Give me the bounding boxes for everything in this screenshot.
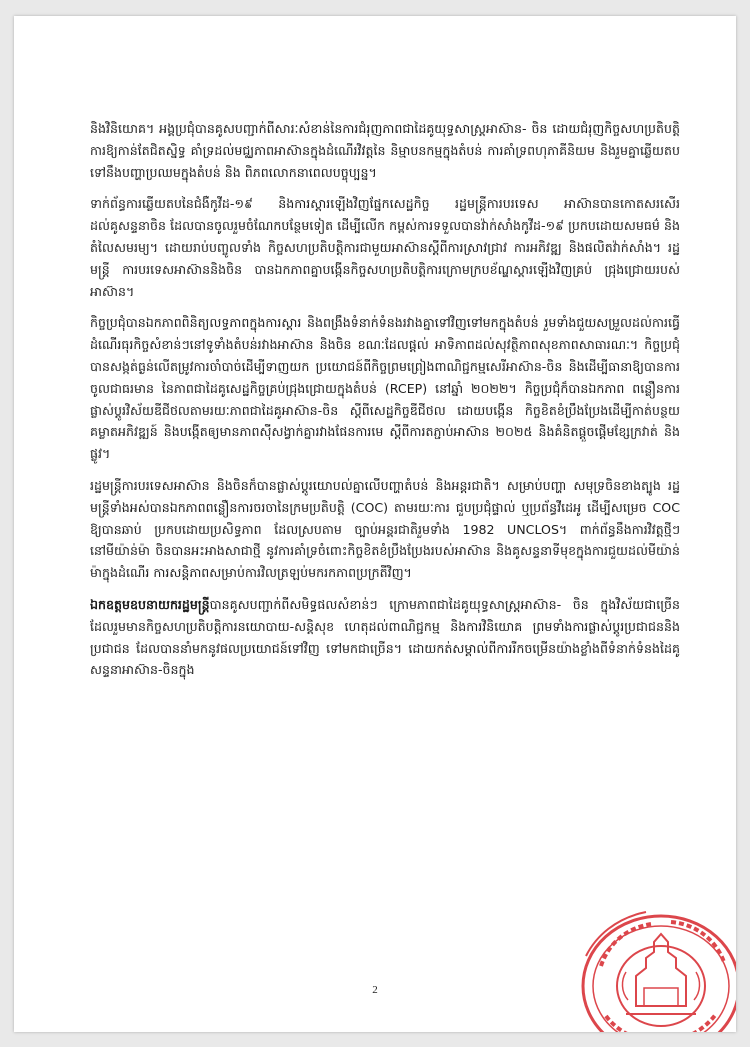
page-number: 2 <box>372 984 378 996</box>
document-body <box>90 118 680 691</box>
paragraph-1-text: និងវិនិយោគ។ អង្គប្រជុំបានគូសបញ្ជាក់ពីសារៈសំខាន់នៃការជំរុញភាពជាដៃគូយុទ្ធសាស្ត្រអាស៊ាន- ចិន ដោយជំរុញកិច្ចសហប្រតិបត្តិការឱ្យកាន់តែជិតស្និទ្ធ គាំទ្រដល់មជ្ឈភាពអាស៊ានក្នុងដំណើរវិវត្តនៃ និម្មាបនកម្មក្នុងតំបន់ ការគាំទ្រពហុភាគីនិយម និងរួមគ្នាឆ្លើយតបទៅនឹងបញ្ហាប្រឈមក្នុងតំបន់ និង ពិភពលោកនាពេលបច្ចុប្បន្ន។ <box>90 121 680 180</box>
paragraph-4-text: រដ្ឋមន្ត្រីការបរទេសអាស៊ាន និងចិនក៏បានផ្លាស់ប្តូរយោបល់គ្នាលើបញ្ហាតំបន់ និងអន្តរជាតិ។ សម្រាប់បញ្ហា សមុទ្រចិនខាងត្បូង រដ្ឋមន្ត្រីទាំងអស់បានឯកភាពពន្លឿនការចរចានៃក្រមប្រតិបត្តិ (COC) តាមរយៈការ ជួបប្រជុំផ្ទាល់ ឬប្រព័ន្ធវីដេអូ ដើម្បីសម្រេច COC ឱ្យបានឆាប់ ប្រកបដោយប្រសិទ្ធភាព ដែលស្របតាម ច្បាប់អន្តរជាតិរួមទាំង 1982 UNCLOS។ ពាក់ព័ន្ធនឹងការវិវត្តថ្មីៗនៅមីយ៉ាន់ម៉ា ចិនបានអះអាងសាជាថ្មី នូវការគាំទ្រចំពោះកិច្ចខិតខំប្រឹងប្រែងរបស់អាស៊ាន និងគូសន្ទនាទីមុខក្នុងការជួយដល់មីយ៉ាន់ម៉ាក្នុងដំណើរ ការសន្តិភាពសម្រាប់ការវិលត្រឡប់មករកភាពប្រក្រតីវិញ។ <box>90 477 680 581</box>
paragraph-5 <box>90 594 680 681</box>
paragraph-4 <box>90 475 680 584</box>
paragraph-2-text: ទាក់ព័ន្ធការឆ្លើយតបនៃជំងឺកូវីដ-១៩ និងការស្តារឡើងវិញផ្នែកសេដ្ឋកិច្ច រដ្ឋមន្ត្រីការបរទេស អាស៊ានបានកោតសរសើរដល់គូសន្ទនាចិន ដែលបានចូលរួមចំណែកបន្ថែមទៀត ដើម្បីលើក កម្ពស់ការទទួលបានវ៉ាក់សាំងកូវីដ-១៩ ប្រកបដោយសមធម៌ និងតំលៃសមរម្យ។ ដោយរាប់បញ្ចូលទាំង កិច្ចសហប្រតិបត្តិការជាមួយអាស៊ានស្តីពីការស្រាវជ្រាវ ការអភិវឌ្ឍ និងផលិតវ៉ាក់សាំង។ រដ្ឋមន្ត្រី ការបរទេសអាស៊ាននិងចិន បានឯកភាពគ្នាបង្កើនកិច្ចសហប្រតិបត្តិការក្រោមក្របខ័ណ្ឌស្តារឡើងវិញគ្រប់ ជ្រុងជ្រោយរបស់អាស៊ាន។ <box>90 196 680 299</box>
document-page <box>14 16 736 1032</box>
paragraph-1 <box>90 118 680 183</box>
paragraph-3-text: កិច្ចប្រជុំបានឯកភាពពិនិត្យលទ្ធភាពក្នុងការស្តារ និងពង្រឹងទំនាក់ទំនងរវាងគ្នាទៅវិញទៅមកក្នុងតំបន់ រួមទាំងជួយសម្រួលដល់ការធ្វើដំណើរធុរកិច្ចសំខាន់ៗនៅទូទាំងតំបន់រវាងអាស៊ាន និងចិន ខណៈដែលផ្តល់ អាទិភាពដល់សុវត្ថិភាពសុខភាពសាធារណៈ។ កិច្ចប្រជុំបានសង្កត់ធ្ងន់លើតម្រូវការចាំបាច់ដើម្បីទាញយក ប្រយោជន៍ពីកិច្ចព្រមព្រៀងពាណិជ្ជកម្មសេរីអាស៊ាន-ចិន និងដើម្បីធានាឱ្យបានការចូលជាធរមាន នៃភាពជាដៃគូសេដ្ឋកិច្ចគ្រប់ជ្រុងជ្រោយក្នុងតំបន់ (RCEP) នៅឆ្នាំ ២០២២។ កិច្ចប្រជុំក៏បានឯកភាព ពន្លឿនការផ្លាស់ប្តូរវិស័យឌីជីថលតាមរយៈភាពជាដៃគូអាស៊ាន-ចិន ស្តីពីសេដ្ឋកិច្ចឌីជីថល ដោយបង្កើន កិច្ចខិតខំប្រឹងប្រែងដើម្បីកាត់បន្ថយគម្លាតអភិវឌ្ឍន៍ និងបង្កើតឲ្យមានភាពស៊ីសង្វាក់គ្នារវាងផែនការមេ ស្តីពីការតភ្ជាប់អាស៊ាន ២០២៥ និងគំនិតផ្តួចផ្តើមខ្សែក្រវាត់ និងផ្លូវ។ <box>90 315 680 462</box>
paragraph-2 <box>90 193 680 302</box>
official-seal-icon <box>566 896 736 1032</box>
paragraph-3 <box>90 312 680 465</box>
paragraph-5-text: បានគូសបញ្ជាក់ពីសមិទ្ធផលសំខាន់ៗ ក្រោមភាពជាដៃគូយុទ្ធសាស្ត្រអាស៊ាន- ចិន ក្នុងវិស័យជាច្រើនដែលរួមមានកិច្ចសហប្រតិបត្តិការនយោបាយ-សន្តិសុខ ហេតុដល់ពាណិជ្ជកម្ម និងការវិនិយោគ ព្រមទាំងការផ្លាស់ប្តូរប្រជាជននិងប្រជាជន ដែលបាននាំមកនូវផលប្រយោជន៍ទៅវិញ ទៅមកជាច្រើន។ ដោយកត់សម្គាល់ពីការរីកចម្រើនយ៉ាងខ្លាំងពីទំនាក់ទំនងដៃគូសន្ទនាអាស៊ាន-ចិនក្នុង <box>90 596 680 678</box>
paragraph-5-lead: ឯកឧត្តមឧបនាយករដ្ឋមន្ត្រី <box>90 596 210 612</box>
